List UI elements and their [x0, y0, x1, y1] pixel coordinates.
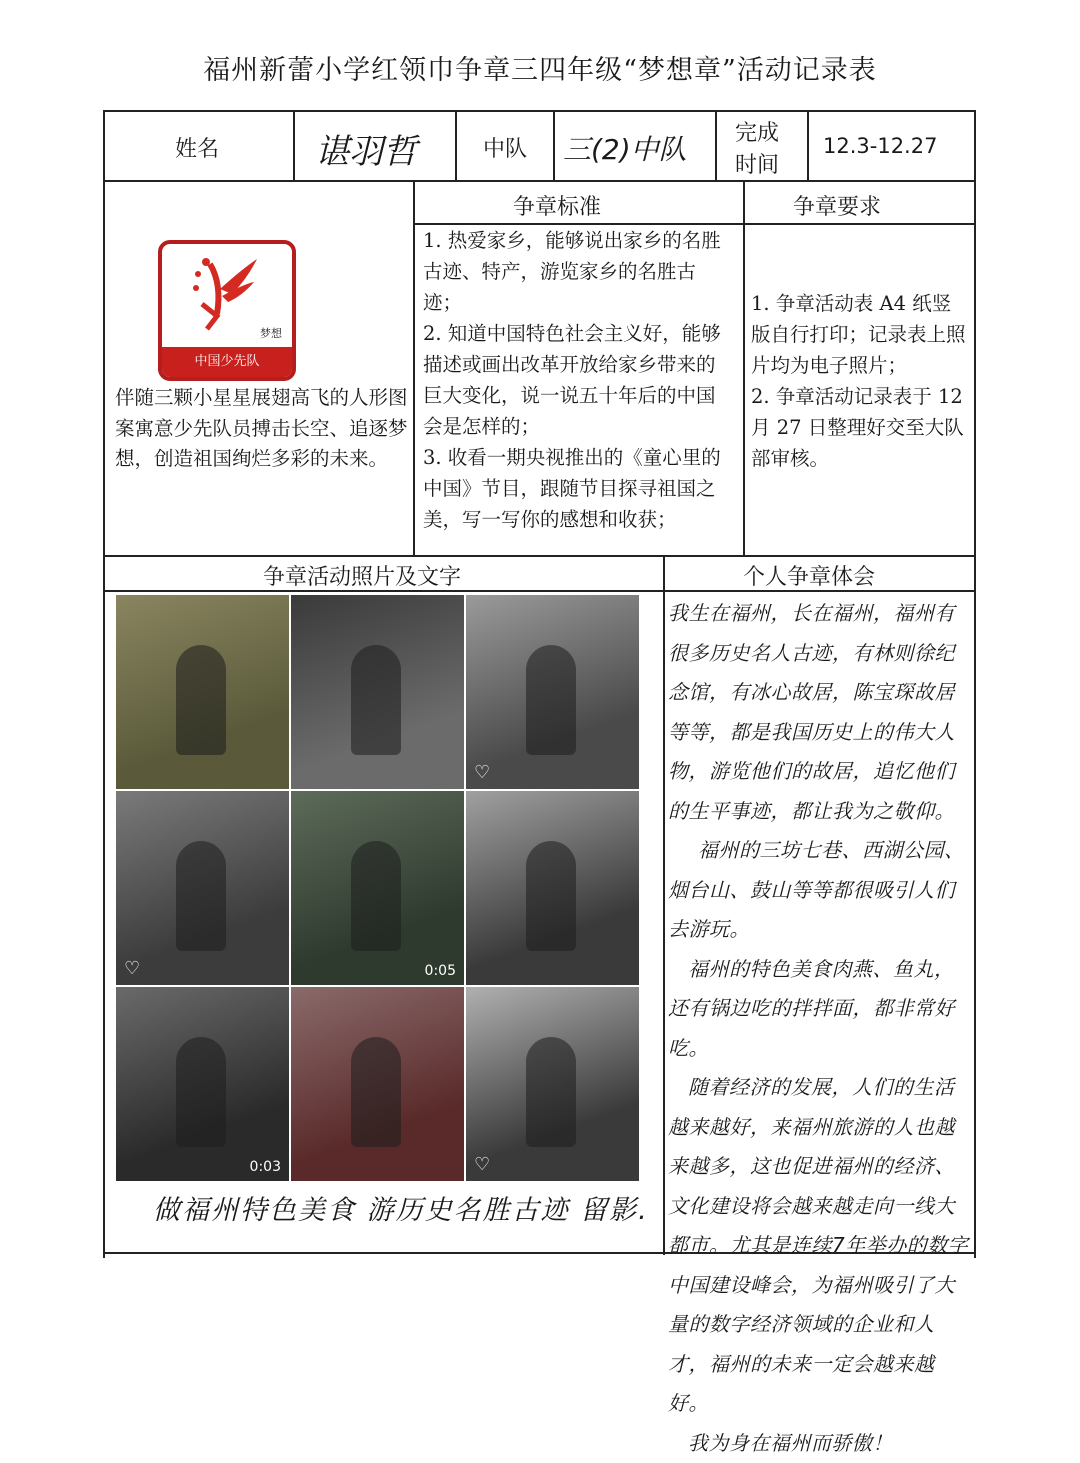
border-top: [103, 110, 976, 112]
activity-photo-museum-of-foochow-arsenal: [291, 987, 464, 1181]
activity-photo-lane-archway: [466, 987, 639, 1181]
time-value: 12.3-12.27: [823, 134, 937, 158]
header-col-1: [293, 110, 295, 180]
border-left: [103, 110, 105, 1258]
header-divider: [103, 180, 976, 182]
heart-icon: ♡: [474, 1154, 490, 1175]
photo-subject: [176, 1037, 226, 1147]
header-col-5: [807, 110, 809, 180]
badge-word: 梦想: [260, 325, 282, 341]
reflection-paragraph: 我生在福州，长在福州，福州有很多历史名人古迹，有林则徐纪念馆，有冰心故居，陈宝琛故居等等，都是我国历史上的伟大人物，游览他们的故居，追忆他们的生平事迹，都让我为之敬仰。: [668, 594, 973, 831]
requirement-item: 1. 争章活动表 A4 纸竖版自行打印；记录表上照片均为电子照片；: [751, 288, 966, 381]
badge-band: 中国少先队: [162, 347, 292, 377]
standards-list: [423, 225, 733, 535]
section-bottom: [103, 555, 976, 557]
photo-subject: [526, 645, 576, 755]
reflection-text: [668, 594, 973, 1463]
photo-subject: [526, 1037, 576, 1147]
border-right: [974, 110, 976, 1258]
photo-subject: [351, 1037, 401, 1147]
activity-photo-boy-making-dumplings: [116, 791, 289, 985]
reflection-paragraph: 福州的特色美食肉燕、鱼丸，还有锅边吃的拌拌面，都非常好吃。: [668, 950, 973, 1069]
squad-value: 三(2)中队: [563, 128, 687, 168]
video-duration: 0:05: [425, 963, 456, 979]
time-label-2: 时间: [735, 148, 779, 179]
bottom-col-divider: [663, 555, 665, 1255]
activity-photo-group-at-building: [116, 987, 289, 1181]
squad-label: 中队: [483, 132, 527, 163]
header-col-3: [553, 110, 555, 180]
header-col-2: [455, 110, 457, 180]
standard-item: 1. 热爱家乡，能够说出家乡的名胜古迹、特产，游览家乡的名胜古迹；: [423, 225, 733, 318]
heart-icon: ♡: [474, 762, 490, 783]
reflection-heading: 个人争章体会: [743, 560, 875, 591]
photo-subject: [351, 645, 401, 755]
photo-subject: [351, 841, 401, 951]
reflection-paragraph: 随着经济的发展，人们的生活越来越好，来福州旅游的人也越来越多，这也促进福州的经济、文化建设将会越来越走向一线大都市。尤其是连续7年举办的数字中国建设峰会，为福州吸引了大量的数字经济领域的企业和人才，福州的未来一定会越来越好。: [668, 1068, 973, 1424]
header-col-4: [715, 110, 717, 180]
heart-icon: ♡: [124, 958, 140, 979]
standard-item: 2. 知道中国特色社会主义好，能够描述或画出改革开放给家乡带来的巨大变化，说一说五十年后的中国会是怎样的；: [423, 318, 733, 442]
section-col-right: [743, 180, 745, 555]
activity-photo-cooking-boy: [291, 595, 464, 789]
photos-heading: 争章活动照片及文字: [263, 560, 461, 591]
photo-caption: 做福州特色美食 游历史名胜古迹 留影.: [153, 1188, 649, 1227]
page-title: 福州新蕾小学红领巾争章三四年级“梦想章”活动记录表: [0, 48, 1080, 87]
badge-description: 伴随三颗小星星展翅高飞的人形图案寓意少先队员搏击长空、追逐梦想，创造祖国绚烂多彩的未来。: [115, 383, 410, 475]
photo-subject: [176, 841, 226, 951]
requirements-heading: 争章要求: [793, 190, 881, 221]
reflection-paragraph: 福州的三坊七巷、西湖公园、烟台山、鼓山等等都很吸引人们去游玩。: [668, 831, 973, 950]
name-label: 姓名: [175, 132, 219, 163]
section-col-left: [413, 180, 415, 555]
standard-item: 3. 收看一期央视推出的《童心里的中国》节目，跟随节目探寻祖国之美，写一写你的感想和收获；: [423, 442, 733, 535]
activity-photo-boy-clapping: [466, 595, 639, 789]
photo-subject: [526, 841, 576, 951]
requirements-list: [751, 288, 966, 474]
video-duration: 0:03: [250, 1159, 281, 1175]
requirement-item: 2. 争章活动记录表于 12 月 27 日整理好交至大队部审核。: [751, 381, 966, 474]
activity-photo-courtyard-gate: [466, 791, 639, 985]
photo-grid: [116, 595, 643, 1185]
standards-heading: 争章标准: [513, 190, 601, 221]
reflection-paragraph: 我为身在福州而骄傲！: [668, 1424, 973, 1463]
record-form: [103, 110, 976, 1258]
photo-subject: [176, 645, 226, 755]
activity-photo-mushroom-dish: [116, 595, 289, 789]
activity-photo-boy-at-statue: [291, 791, 464, 985]
time-label-1: 完成: [735, 116, 779, 147]
dream-badge: [158, 240, 296, 381]
name-value: 谌羽哲: [315, 124, 417, 173]
